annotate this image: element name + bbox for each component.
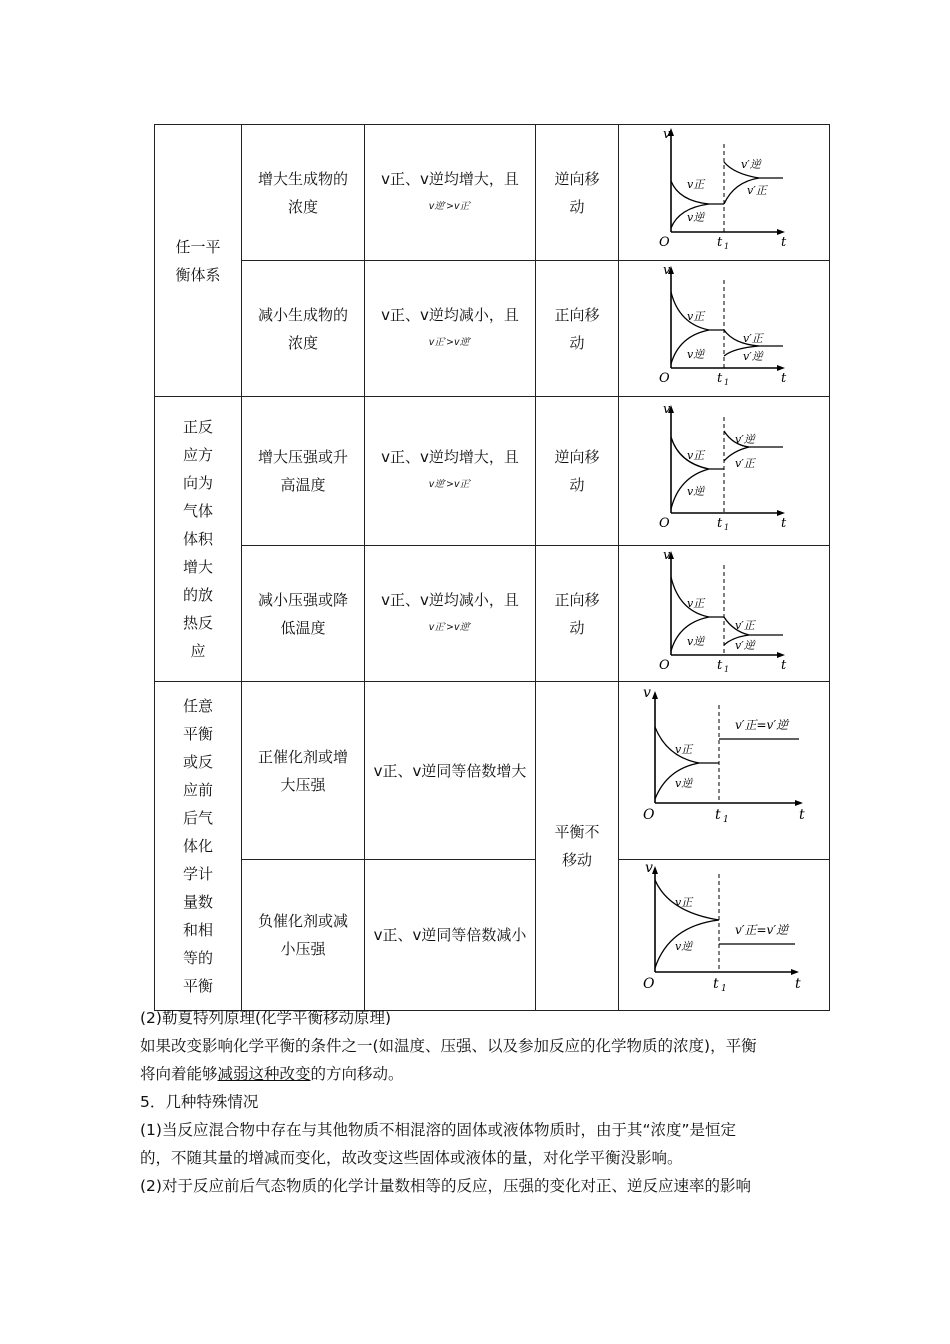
- equilibrium-shift-table: [154, 124, 830, 1011]
- shift-text: 正向移动: [554, 590, 600, 637]
- origin-label: O: [659, 657, 670, 673]
- t1-label: t: [717, 516, 723, 531]
- v-rev-prime-label: v′逆: [743, 349, 763, 363]
- v-fwd-label: v正: [675, 742, 693, 756]
- rate-text-1: v正、v逆均减小，且: [381, 590, 519, 609]
- axis-v-label: v: [645, 860, 653, 876]
- origin-label: O: [659, 234, 670, 250]
- axis-t-label: t: [781, 657, 787, 673]
- v-fwd-prime-label: v′正: [747, 183, 767, 197]
- shift-text: 逆向移动: [554, 169, 600, 216]
- t1-label: t: [713, 976, 719, 992]
- graph-cell-4: [619, 546, 830, 682]
- shift-text: 逆向移动: [554, 448, 600, 494]
- t1-sub-label: 1: [724, 377, 730, 387]
- v-fwd-label: v正: [687, 177, 705, 191]
- principle-text-a: 将向着能够: [140, 1065, 218, 1083]
- condition-cell: [242, 682, 365, 860]
- v-rev-label: v逆: [687, 485, 705, 498]
- shift-text: 正向移动: [554, 305, 600, 352]
- v-fwd-label: v正: [675, 896, 693, 909]
- rate-text-1: v正、v逆同等倍数减小: [373, 926, 527, 944]
- rate-time-graph: [619, 860, 829, 1010]
- rate-text-2: v正′>v逆′: [428, 621, 472, 633]
- rate-text-2: v逆′>v正′: [428, 479, 472, 490]
- heading-le-chatelier: (2)勒夏特列原理(化学平衡移动原理): [140, 1009, 392, 1027]
- condition-text: 增大压强或升高温度: [258, 448, 349, 494]
- group-cell-2: [155, 397, 242, 682]
- principle-underlined: 减弱这种改变: [217, 1065, 311, 1083]
- condition-cell: [242, 125, 365, 261]
- group-label: 任意平衡或反应前后气体化学计量数和相等的平衡: [182, 697, 213, 995]
- graph-cell-5: [619, 682, 830, 860]
- origin-label: O: [643, 806, 655, 823]
- rate-time-graph: [619, 547, 829, 681]
- group-label: 正反应方向为气体体积增大的放热反应: [182, 418, 213, 660]
- special-case-2-line-1: (2)对于反应前后气态物质的化学计量数相等的反应，压强的变化对正、逆反应速率的影响: [140, 1177, 751, 1195]
- v-rev-label: v逆: [675, 940, 693, 953]
- condition-text: 负催化剂或减小压强: [258, 912, 349, 958]
- graph-cell-1: [619, 125, 830, 261]
- origin-label: O: [643, 976, 655, 992]
- graph-cell-3: [619, 397, 830, 546]
- equal-rate-label: v′正=v′逆: [735, 717, 789, 732]
- condition-text: 正催化剂或增大压强: [258, 747, 349, 794]
- condition-text: 减小压强或降低温度: [258, 590, 349, 637]
- v-fwd-prime-label: v′正: [735, 457, 755, 470]
- rate-cell: [365, 125, 536, 261]
- v-fwd-label: v正: [687, 309, 705, 323]
- principle-line-2: [140, 1060, 812, 1088]
- rate-cell: [365, 261, 536, 397]
- v-fwd-label: v正: [687, 596, 705, 610]
- shift-cell: [536, 682, 619, 1011]
- condition-text: 减小生成物的浓度: [258, 305, 349, 352]
- equal-rate-label: v′正=v′逆: [735, 923, 789, 937]
- rate-cell: [365, 397, 536, 546]
- condition-text: 增大生成物的浓度: [258, 169, 349, 216]
- shift-cell: [536, 125, 619, 261]
- rate-text-1: v正、v逆同等倍数增大: [373, 761, 527, 780]
- group-cell-3: [155, 682, 242, 1011]
- rate-text-1: v正、v逆均增大，且: [381, 448, 519, 466]
- rate-time-graph: [619, 397, 829, 545]
- t1-label: t: [715, 806, 721, 823]
- v-rev-prime-label: v′逆: [741, 157, 761, 171]
- special-case-1-line-1: (1)当反应混合物中存在与其他物质不相混溶的固体或液体物质时，由于其“浓度”是恒定: [140, 1121, 737, 1139]
- axis-t-label: t: [781, 516, 787, 531]
- condition-cell: [242, 546, 365, 682]
- axis-t-label: t: [795, 976, 801, 992]
- section-heading: 5．几种特殊情况: [140, 1093, 259, 1111]
- axis-v-label: v: [663, 547, 671, 563]
- t1-sub-label: 1: [724, 241, 730, 251]
- v-rev-prime-label: v′逆: [735, 433, 755, 446]
- v-fwd-label: v正: [687, 449, 705, 462]
- origin-label: O: [659, 370, 670, 386]
- axis-v-label: v: [643, 684, 651, 701]
- group-cell-1: [155, 125, 242, 397]
- condition-cell: [242, 261, 365, 397]
- v-rev-label: v逆: [687, 210, 705, 224]
- origin-label: O: [659, 516, 670, 531]
- v-rev-label: v逆: [687, 347, 705, 361]
- v-fwd-prime-label: v′正: [743, 331, 763, 345]
- rate-text-2: v正′>v逆′: [428, 336, 472, 348]
- special-case-1-line-2: 的，不随其量的增减而变化，故改变这些固体或液体的量，对化学平衡没影响。: [140, 1149, 683, 1167]
- graph-cell-6: [619, 860, 830, 1011]
- axis-t-label: t: [781, 370, 787, 386]
- rate-cell: [365, 682, 536, 860]
- axis-v-label: v: [663, 126, 671, 142]
- rate-text-1: v正、v逆均增大，且: [381, 169, 519, 188]
- condition-cell: [242, 397, 365, 546]
- axis-t-label: t: [781, 234, 787, 250]
- rate-time-graph: [619, 126, 829, 260]
- t1-label: t: [717, 234, 723, 250]
- axis-v-label: v: [663, 402, 671, 417]
- graph-cell-2: [619, 261, 830, 397]
- rate-text-1: v正、v逆均减小，且: [381, 305, 519, 324]
- condition-cell: [242, 860, 365, 1011]
- axis-v-label: v: [663, 262, 671, 278]
- t1-sub-label: 1: [724, 664, 730, 674]
- t1-sub-label: 1: [723, 814, 729, 825]
- principle-text-b: 的方向移动。: [310, 1065, 404, 1083]
- rate-text-2: v逆′>v正′: [428, 200, 472, 212]
- t1-label: t: [717, 370, 723, 386]
- rate-time-graph: [619, 683, 829, 859]
- v-rev-prime-label: v′逆: [735, 638, 755, 652]
- shift-cell: [536, 261, 619, 397]
- t1-sub-label: 1: [721, 984, 727, 994]
- shift-text: 平衡不移动: [554, 823, 600, 869]
- principle-line-1: 如果改变影响化学平衡的条件之一(如温度、压强、以及参加反应的化学物质的浓度)，平衡: [140, 1037, 757, 1055]
- t1-sub-label: 1: [724, 523, 730, 532]
- rate-cell: [365, 546, 536, 682]
- shift-cell: [536, 546, 619, 682]
- axis-t-label: t: [799, 806, 805, 823]
- group-label: 任一平衡体系: [175, 237, 221, 284]
- v-rev-label: v逆: [687, 634, 705, 648]
- rate-cell: [365, 860, 536, 1011]
- rate-time-graph: [619, 262, 829, 396]
- v-rev-label: v逆: [675, 776, 693, 790]
- t1-label: t: [717, 657, 723, 673]
- v-fwd-prime-label: v′正: [735, 618, 755, 632]
- shift-cell: [536, 397, 619, 546]
